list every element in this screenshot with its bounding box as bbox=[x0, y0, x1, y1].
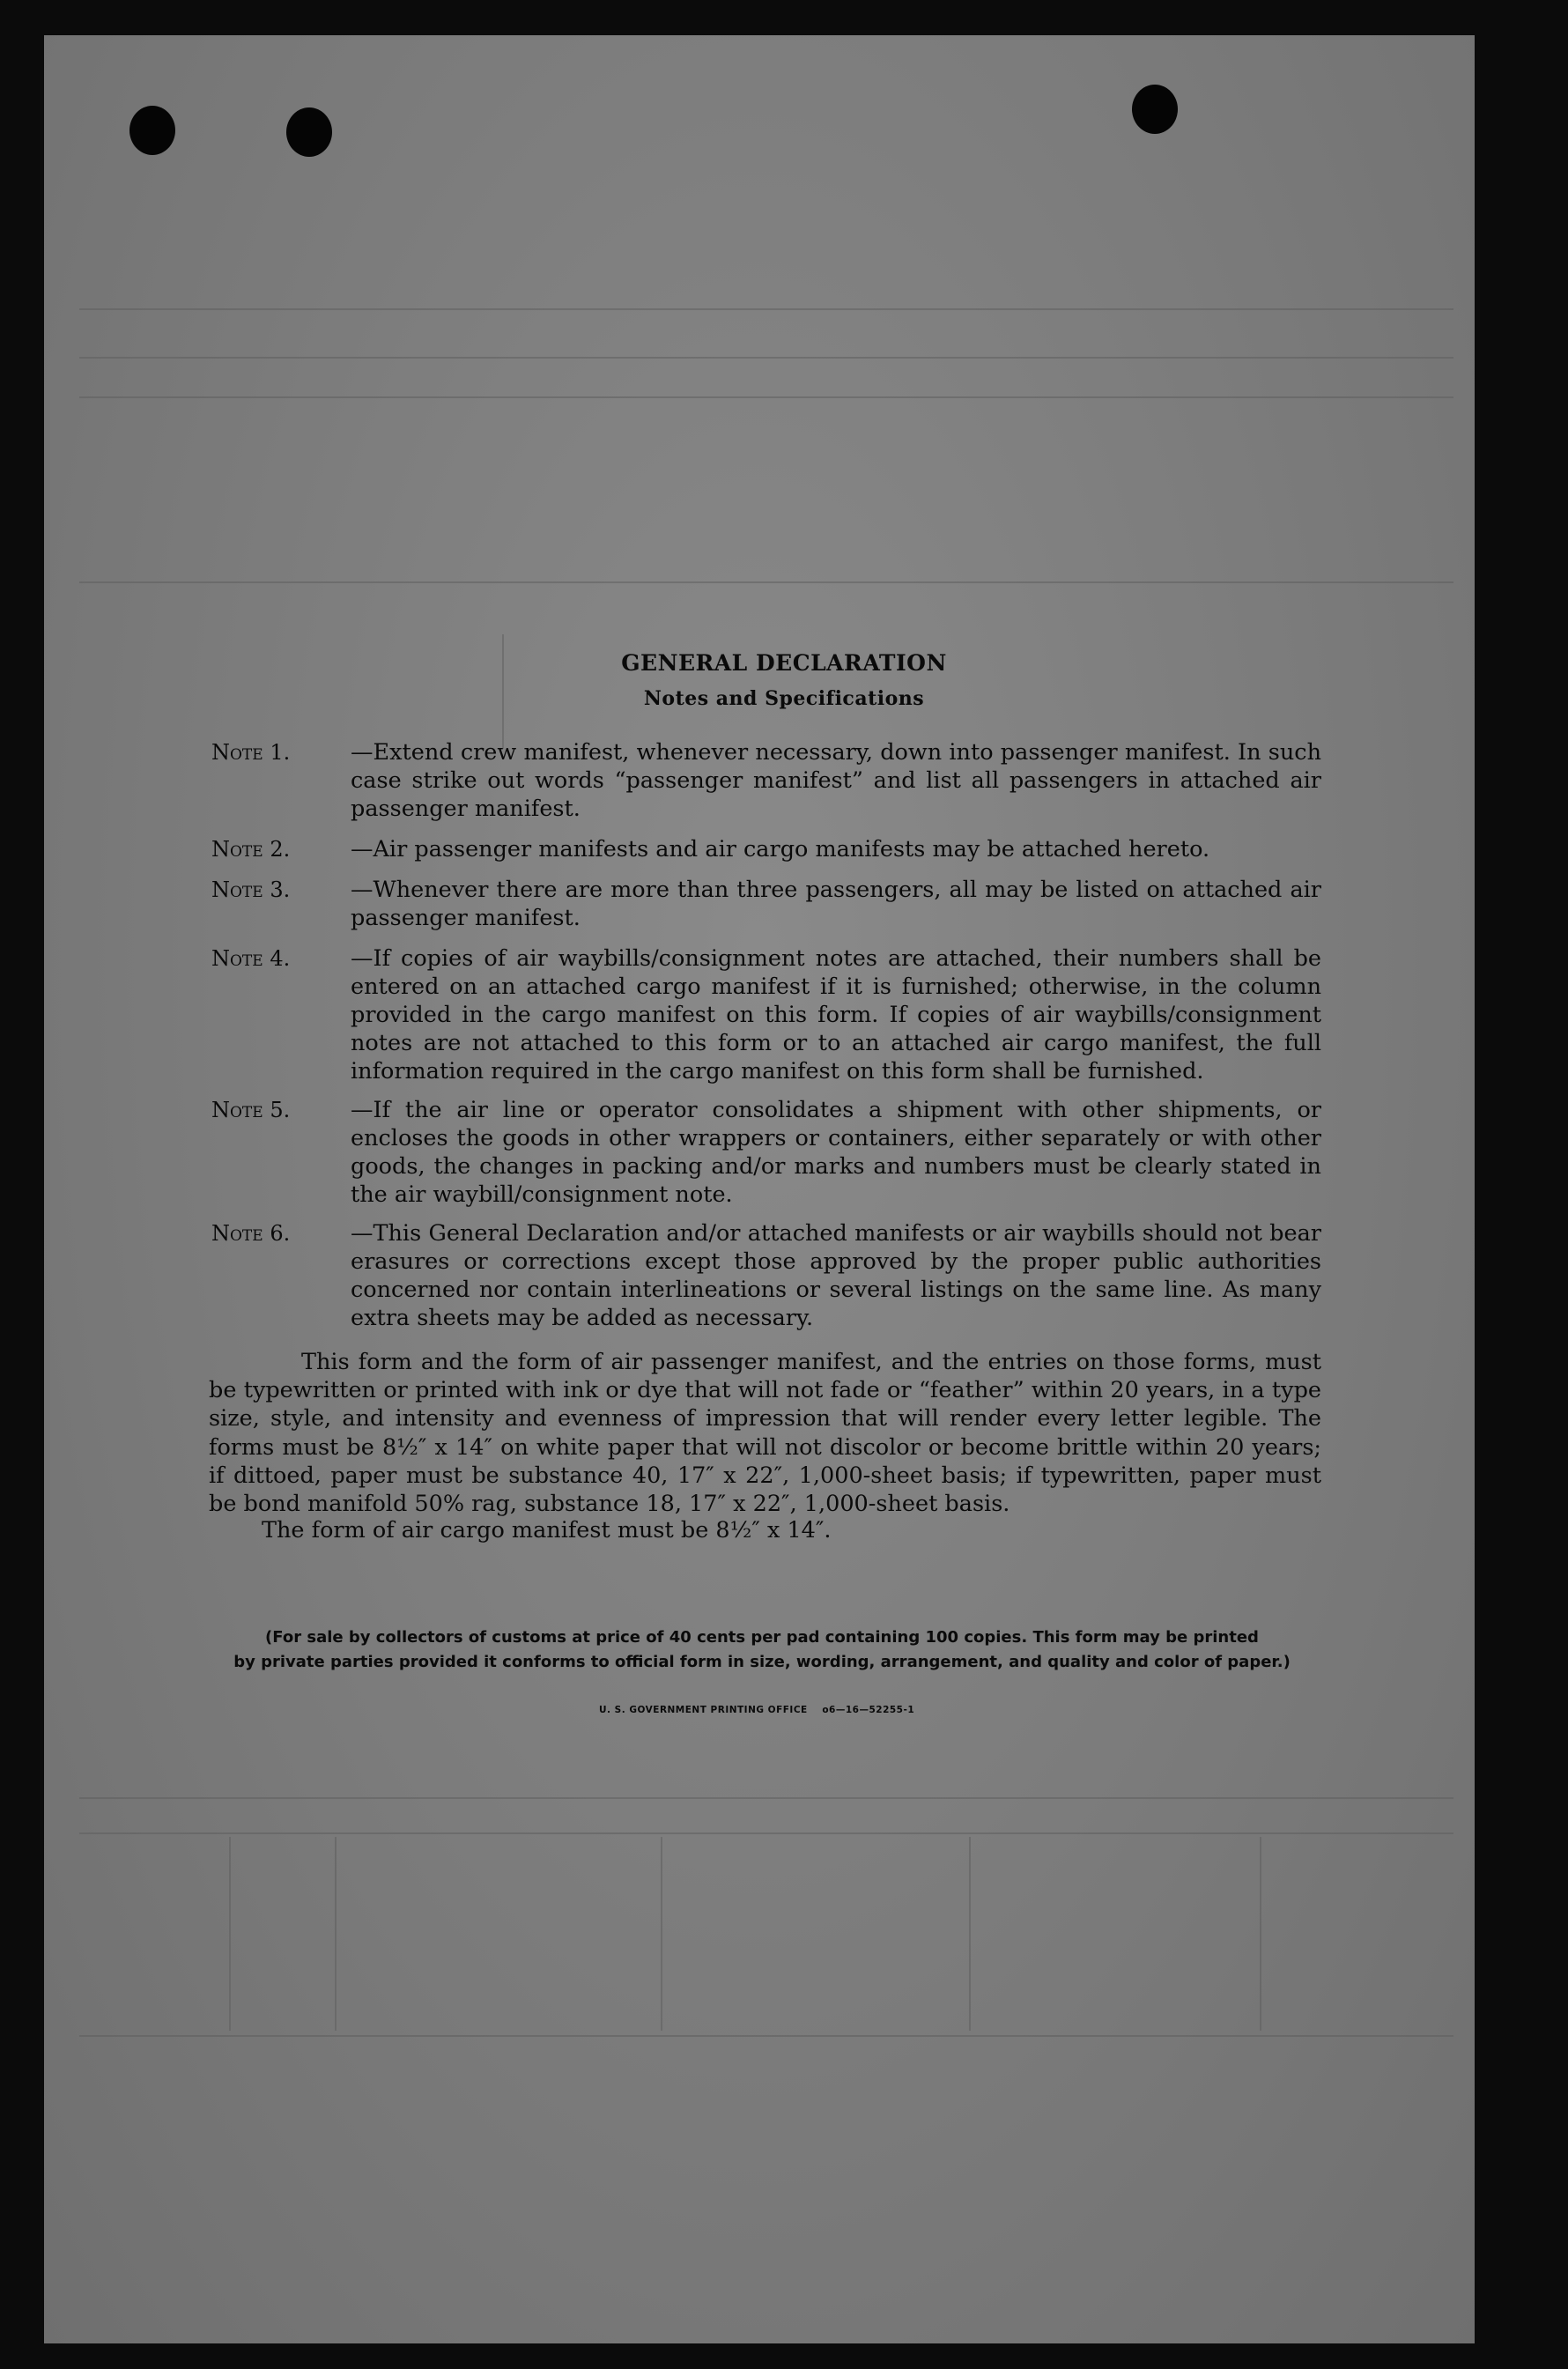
note-label: Note 4. bbox=[211, 946, 291, 971]
note-text: —Whenever there are more than three passengers, all may be listed on attached air passenger manifest. bbox=[351, 877, 1321, 931]
note-label: Note 1. bbox=[211, 740, 291, 765]
show-through-col-4 bbox=[969, 1837, 971, 2031]
sale-notice-line-2: by private parties provided it conforms to official form in size, wording, arrangement, and quality and color of paper.) bbox=[233, 1653, 1291, 1671]
printing-office-line: U. S. GOVERNMENT PRINTING OFFICE o6—16—52255-1 bbox=[599, 1705, 915, 1715]
note-text: —If the air line or operator consolidates a shipment with other shipments, or encloses the goods in other wrappers or containers, either separately or with other goods, the changes in packing and/or marks and numbers must be clearly stated in the air waybill/consignment note. bbox=[351, 1097, 1321, 1208]
punch-hole-right bbox=[1132, 85, 1178, 134]
note-label: Note 6. bbox=[211, 1221, 291, 1246]
note-text: —Extend crew manifest, whenever necessary, down into passenger manifest. In such case strike out words “passenger manifest” and list all passengers in attached air passenger manifest. bbox=[351, 739, 1321, 822]
sale-notice-line-1: (For sale by collectors of customs at price of 40 cents per pad containing 100 copies. This form may be printed bbox=[265, 1628, 1259, 1647]
show-through-col-1 bbox=[229, 1837, 231, 2031]
note-text: —This General Declaration and/or attached manifests or air waybills should not bear erasures or corrections except those approved by the proper public authorities concerned nor contain interlineations or several listings on the same line. As many extra sheets may be added as necessary. bbox=[351, 1220, 1321, 1331]
punch-hole-left bbox=[129, 106, 175, 155]
show-through-rule-1 bbox=[79, 308, 1453, 310]
note-text: —If copies of air waybills/consignment notes are attached, their numbers shall be entered on an attached cargo manifest if it is furnished; otherwise, in the column provided in the cargo manifest on this form. If copies of air waybills/consignment notes are not attached to this form or to an attached air cargo manifest, the full information required in the cargo manifest on this form shall be furnished. bbox=[351, 945, 1321, 1085]
note-label: Note 3. bbox=[211, 877, 291, 902]
cargo-manifest-size-line: The form of air cargo manifest must be 8½″ x 14″. bbox=[262, 1517, 832, 1544]
show-through-rule-6 bbox=[79, 1832, 1453, 1834]
note-1 bbox=[211, 738, 1321, 823]
note-text: —Air passenger manifests and air cargo manifests may be attached hereto. bbox=[351, 836, 1210, 862]
show-through-rule-7 bbox=[79, 2035, 1453, 2037]
show-through-col-5 bbox=[1260, 1837, 1261, 2031]
note-2 bbox=[211, 835, 1321, 863]
sale-notice bbox=[194, 1625, 1330, 1675]
show-through-rule-4 bbox=[79, 581, 1453, 583]
show-through-rule-5 bbox=[79, 1797, 1453, 1799]
note-4 bbox=[211, 944, 1321, 1085]
show-through-rule-2 bbox=[79, 357, 1453, 359]
note-6 bbox=[211, 1219, 1321, 1332]
note-label: Note 2. bbox=[211, 837, 291, 862]
specification-paragraph: This form and the form of air passenger manifest, and the entries on those forms, must be typewritten or printed with ink or dye that will not fade or “feather” within 20 years, in a type size, style, and intensity and evenness of impression that will render every letter legible. The forms must be 8½″ x 14″ on white paper that will not discolor or become brittle within 20 years; if dittoed, paper must be substance 40, 17″ x 22″, 1,000-sheet basis; if typewritten, paper must be bond manifold 50% rag, substance 18, 17″ x 22″, 1,000-sheet basis. bbox=[209, 1349, 1321, 1518]
page-title: GENERAL DECLARATION bbox=[621, 650, 947, 676]
note-5 bbox=[211, 1096, 1321, 1209]
note-3 bbox=[211, 876, 1321, 932]
page-subtitle: Notes and Specifications bbox=[643, 687, 925, 710]
show-through-col-3 bbox=[661, 1837, 662, 2031]
show-through-rule-3 bbox=[79, 396, 1453, 398]
punch-hole-middle bbox=[286, 107, 332, 157]
show-through-col-2 bbox=[335, 1837, 337, 2031]
note-label: Note 5. bbox=[211, 1098, 291, 1122]
